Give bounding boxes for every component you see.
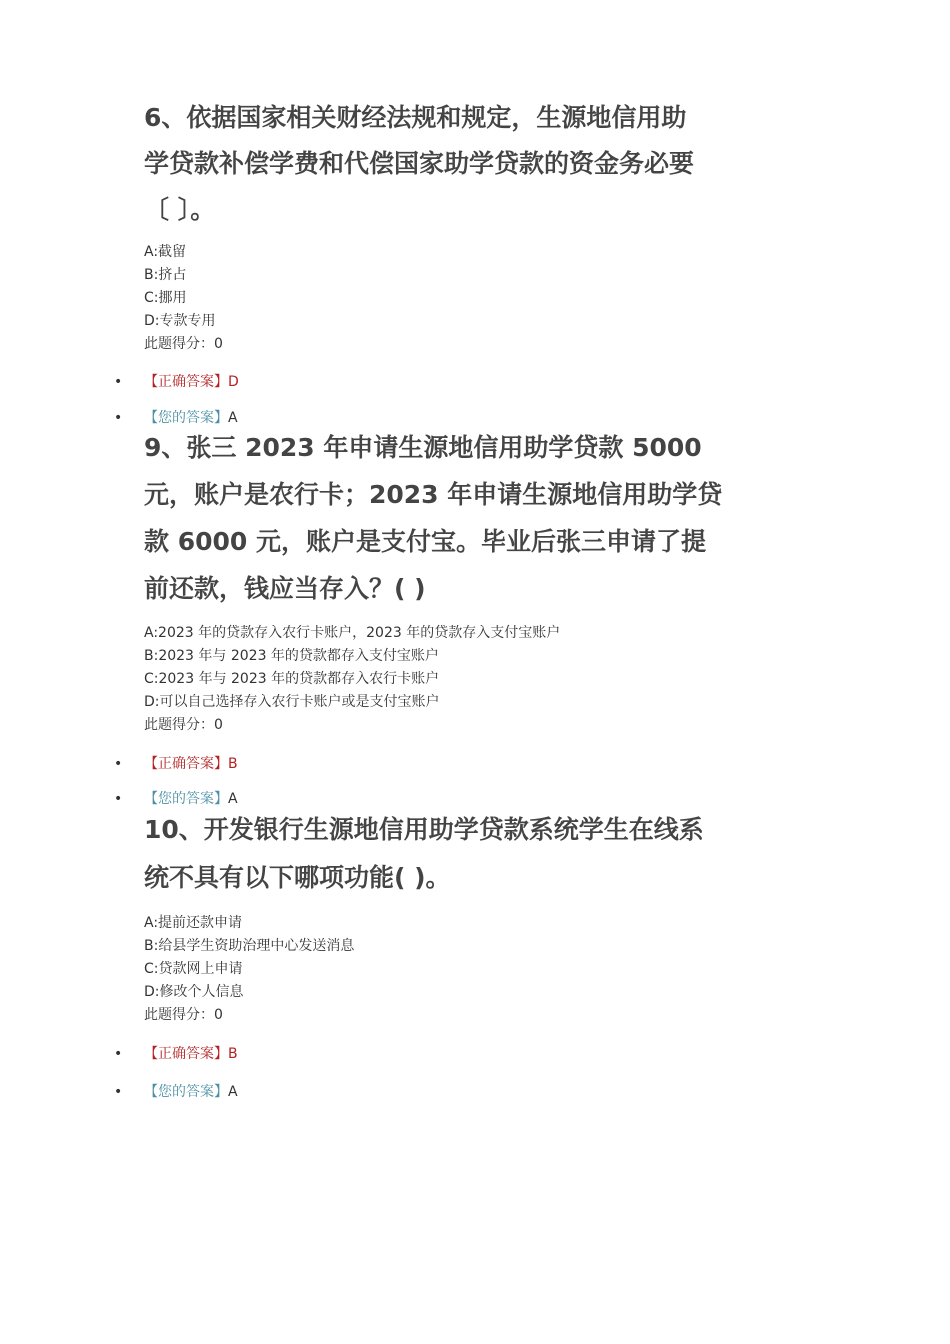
bullet-icon: • (114, 374, 123, 390)
your-answer-value: A (228, 410, 238, 426)
correct-answer (114, 1044, 238, 1064)
question-score: 此题得分：0 (144, 717, 223, 733)
option-b: B:给县学生资助治理中心发送消息 (144, 938, 355, 954)
bullet-icon: • (114, 756, 123, 772)
option-d: D:可以自己选择存入农行卡账户或是支付宝账户 (144, 694, 440, 710)
option-a: A:提前还款申请 (144, 915, 243, 931)
option-c: C:贷款网上申请 (144, 961, 243, 977)
bullet-icon: • (114, 1046, 123, 1062)
question-6-options (144, 241, 223, 356)
question-score: 此题得分：0 (144, 1007, 223, 1023)
correct-answer-label: 【正确答案】 (144, 756, 228, 772)
option-b: B:挤占 (144, 267, 187, 283)
question-title-line: 10、开发银行生源地信用助学贷款系统学生在线系 (144, 815, 704, 844)
bullet-icon: • (114, 791, 123, 807)
your-answer (114, 1082, 238, 1102)
option-c: C:挪用 (144, 290, 187, 306)
your-answer-value: A (228, 791, 238, 807)
your-answer-label: 【您的答案】 (144, 1084, 228, 1100)
question-6-title (144, 95, 804, 233)
question-title-line: 款 6000 元，账户是支付宝。毕业后张三申请了提 (144, 527, 706, 556)
question-title-line: 〔 〕。 (144, 195, 216, 224)
question-10-title (144, 806, 804, 902)
correct-answer-label: 【正确答案】 (144, 374, 228, 390)
option-d: D:修改个人信息 (144, 984, 244, 1000)
question-title-line: 元，账户是农行卡；2023 年申请生源地信用助学贷 (144, 480, 723, 509)
correct-answer (114, 754, 238, 774)
question-9-options (144, 622, 560, 737)
option-a: A:2023 年的贷款存入农行卡账户，2023 年的贷款存入支付宝账户 (144, 625, 561, 641)
option-a: A:截留 (144, 244, 187, 260)
question-score: 此题得分：0 (144, 336, 223, 352)
question-title-line: 统不具有以下哪项功能( )。 (144, 863, 451, 892)
your-answer-value: A (228, 1084, 238, 1100)
question-title-line: 前还款，钱应当存入？( ) (144, 574, 426, 603)
option-d: D:专款专用 (144, 313, 216, 329)
correct-answer (114, 372, 239, 392)
bullet-icon: • (114, 410, 123, 426)
bullet-icon: • (114, 1084, 123, 1100)
correct-answer-value: D (228, 374, 239, 390)
your-answer-label: 【您的答案】 (144, 791, 228, 807)
question-title-line: 9、张三 2023 年申请生源地信用助学贷款 5000 (144, 433, 702, 462)
question-title-line: 6、依据国家相关财经法规和规定，生源地信用助 (144, 103, 687, 132)
question-title-line: 学贷款补偿学费和代偿国家助学贷款的资金务必要 (144, 149, 695, 178)
question-9-title (144, 424, 804, 612)
correct-answer-value: B (228, 1046, 238, 1062)
correct-answer-label: 【正确答案】 (144, 1046, 228, 1062)
question-10-options (144, 912, 354, 1027)
option-c: C:2023 年与 2023 年的贷款都存入农行卡账户 (144, 671, 440, 687)
your-answer-label: 【您的答案】 (144, 410, 228, 426)
option-b: B:2023 年与 2023 年的贷款都存入支付宝账户 (144, 648, 439, 664)
correct-answer-value: B (228, 756, 238, 772)
